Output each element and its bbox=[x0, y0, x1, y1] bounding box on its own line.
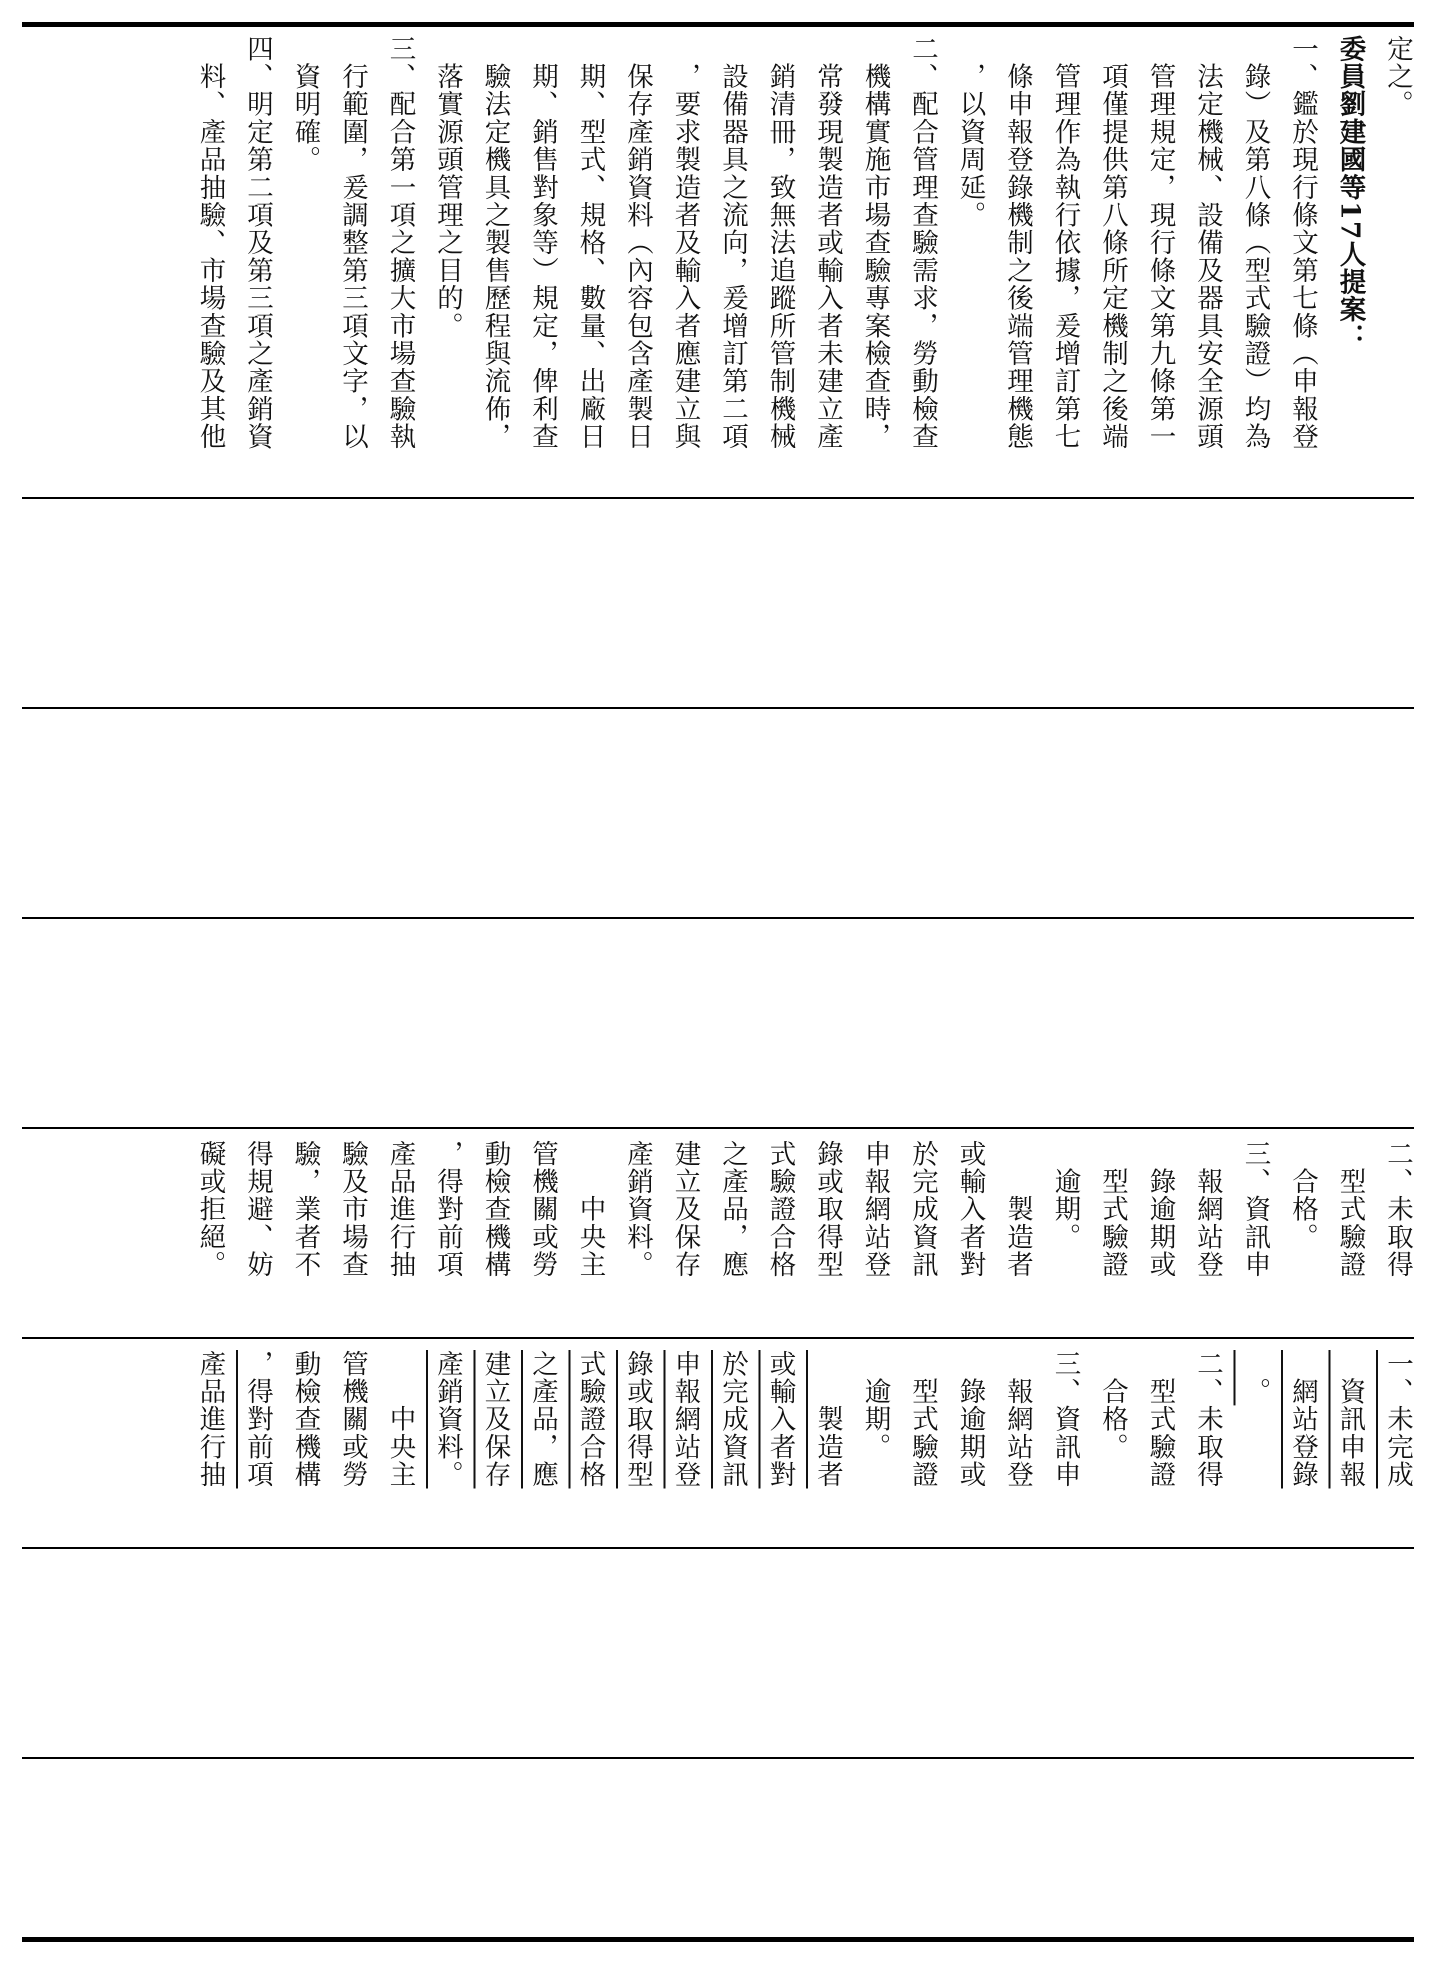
text-column: 建立及保存 bbox=[479, 1350, 511, 1489]
current-text bbox=[70, 1140, 1413, 1340]
text-column: 合格。 bbox=[1097, 1350, 1128, 1461]
text-column: 產銷資料。 bbox=[622, 1140, 653, 1279]
text-column: 型式驗證 bbox=[907, 1350, 938, 1489]
text-column: 二、未取得 bbox=[1192, 1350, 1223, 1489]
text-column: 建立及保存 bbox=[669, 1140, 701, 1279]
amended-text bbox=[70, 1350, 1413, 1550]
proposal-heading: 委員劉建國等17人提案： bbox=[1334, 35, 1366, 352]
text-column: 錄）及第八條（型式驗證）均為 bbox=[1239, 35, 1271, 451]
text-column: 三、資訊申 bbox=[1239, 1140, 1271, 1279]
text-column: 得規避、妨 bbox=[242, 1140, 273, 1279]
proposal-explanation bbox=[70, 35, 1413, 490]
text-column: 驗法定機具之製售歷程與流佈， bbox=[479, 35, 511, 451]
text-column: 或輸入者對 bbox=[954, 1140, 986, 1279]
text-column: 逾期。 bbox=[1049, 1140, 1081, 1251]
text-column: 保存產銷資料（內容包含產製日 bbox=[622, 35, 653, 451]
text-column: 產品進行抽 bbox=[384, 1140, 416, 1279]
row-divider bbox=[22, 707, 1414, 709]
text-column: 報網站登 bbox=[1192, 1140, 1223, 1279]
row-divider bbox=[22, 497, 1414, 499]
text-column: 銷清冊，致無法追蹤所管制機械 bbox=[764, 35, 796, 451]
text-column: 驗及市場查 bbox=[337, 1140, 368, 1279]
text-column: 法定機械、設備及器具安全源頭 bbox=[1192, 35, 1223, 451]
text-column: 定之。 bbox=[1382, 35, 1413, 119]
text-column: 錄逾期或 bbox=[954, 1350, 986, 1489]
text-column: 產銷資料。 bbox=[432, 1350, 463, 1489]
text-column: 或輸入者對 bbox=[764, 1350, 796, 1489]
text-column: 錄或取得型 bbox=[622, 1350, 653, 1489]
text-column: 條申報登錄機制之後端管理機態 bbox=[1002, 35, 1033, 451]
text-column: 管理規定，現行條文第九條第一 bbox=[1144, 35, 1176, 451]
text-column: ，要求製造者及輸入者應建立與 bbox=[669, 35, 701, 451]
text-column: 二、配合管理查驗需求，勞動檢查 bbox=[907, 35, 938, 451]
text-column: 一、未完成 bbox=[1382, 1350, 1413, 1489]
text-column: 常發現製造者或輸入者未建立產 bbox=[812, 35, 843, 451]
text-column: 驗，業者不 bbox=[289, 1140, 321, 1279]
row-divider bbox=[22, 917, 1414, 919]
text-column: 型式驗證 bbox=[1097, 1140, 1128, 1279]
row-divider bbox=[22, 1127, 1414, 1129]
text-column: 中央主 bbox=[574, 1140, 606, 1279]
text-column: 錄逾期或 bbox=[1144, 1140, 1176, 1279]
text-column: 三、配合第一項之擴大市場查驗執 bbox=[384, 35, 416, 451]
text-column: 四、明定第二項及第三項之產銷資 bbox=[242, 35, 273, 451]
text-column: ，得對前項 bbox=[242, 1350, 273, 1489]
text-column: 製造者 bbox=[1002, 1140, 1033, 1279]
text-column: 申報網站登 bbox=[669, 1350, 701, 1489]
text-column: 落實源頭管理之目的。 bbox=[432, 35, 463, 340]
text-column: 一、鑑於現行條文第七條（申報登 bbox=[1287, 35, 1318, 451]
text-column: 設備器具之流向，爰增訂第二項 bbox=[717, 35, 748, 451]
text-column: 於完成資訊 bbox=[907, 1140, 938, 1279]
row-divider bbox=[22, 1757, 1414, 1759]
text-column: 行範圍，爰調整第三項文字，以 bbox=[337, 35, 368, 451]
text-column: ，得對前項 bbox=[432, 1140, 463, 1279]
text-column: 網站登錄 bbox=[1287, 1350, 1318, 1489]
text-column: 式驗證合格 bbox=[764, 1140, 796, 1279]
text-column: 申報網站登 bbox=[859, 1140, 891, 1279]
text-column: 之產品，應 bbox=[527, 1350, 558, 1489]
text-column: 三、資訊申 bbox=[1049, 1350, 1081, 1489]
text-column: 動檢查機構 bbox=[479, 1140, 511, 1279]
text-column: 。 bbox=[1239, 1350, 1271, 1406]
text-column: 報網站登 bbox=[1002, 1350, 1033, 1489]
text-column: 式驗證合格 bbox=[574, 1350, 606, 1489]
text-column: 產品進行抽 bbox=[194, 1350, 226, 1489]
top-border bbox=[22, 22, 1414, 27]
text-column: 機構實施市場查驗專案檢查時， bbox=[859, 35, 891, 451]
text-column: ，以資周延。 bbox=[954, 35, 986, 229]
text-column: 二、未取得 bbox=[1382, 1140, 1413, 1279]
text-column: 於完成資訊 bbox=[717, 1350, 748, 1489]
text-column: 期、銷售對象等）規定，俾利查 bbox=[527, 35, 558, 451]
text-column: 資訊申報 bbox=[1334, 1350, 1366, 1489]
text-column: 管機關或勞 bbox=[337, 1350, 368, 1489]
text-column: 料、產品抽驗、市場查驗及其他 bbox=[194, 35, 226, 451]
text-column: 期、型式、規格、數量、出廠日 bbox=[574, 35, 606, 451]
text-column: 資明確。 bbox=[289, 35, 321, 174]
text-column: 型式驗證 bbox=[1334, 1140, 1366, 1279]
bottom-border bbox=[22, 1937, 1414, 1942]
text-column: 項僅提供第八條所定機制之後端 bbox=[1097, 35, 1128, 451]
text-column: 合格。 bbox=[1287, 1140, 1318, 1251]
text-column: 礙或拒絕。 bbox=[194, 1140, 226, 1279]
text-column: 管理作為執行依據，爰增訂第七 bbox=[1049, 35, 1081, 451]
text-column: 管機關或勞 bbox=[527, 1140, 558, 1279]
text-column: 動檢查機構 bbox=[289, 1350, 321, 1489]
text-column: 逾期。 bbox=[859, 1350, 891, 1461]
text-column: 錄或取得型 bbox=[812, 1140, 843, 1279]
text-column: 型式驗證 bbox=[1144, 1350, 1176, 1489]
text-column: 製造者 bbox=[812, 1350, 843, 1489]
text-column: 之產品，應 bbox=[717, 1140, 748, 1279]
text-column: 中央主 bbox=[384, 1350, 416, 1489]
